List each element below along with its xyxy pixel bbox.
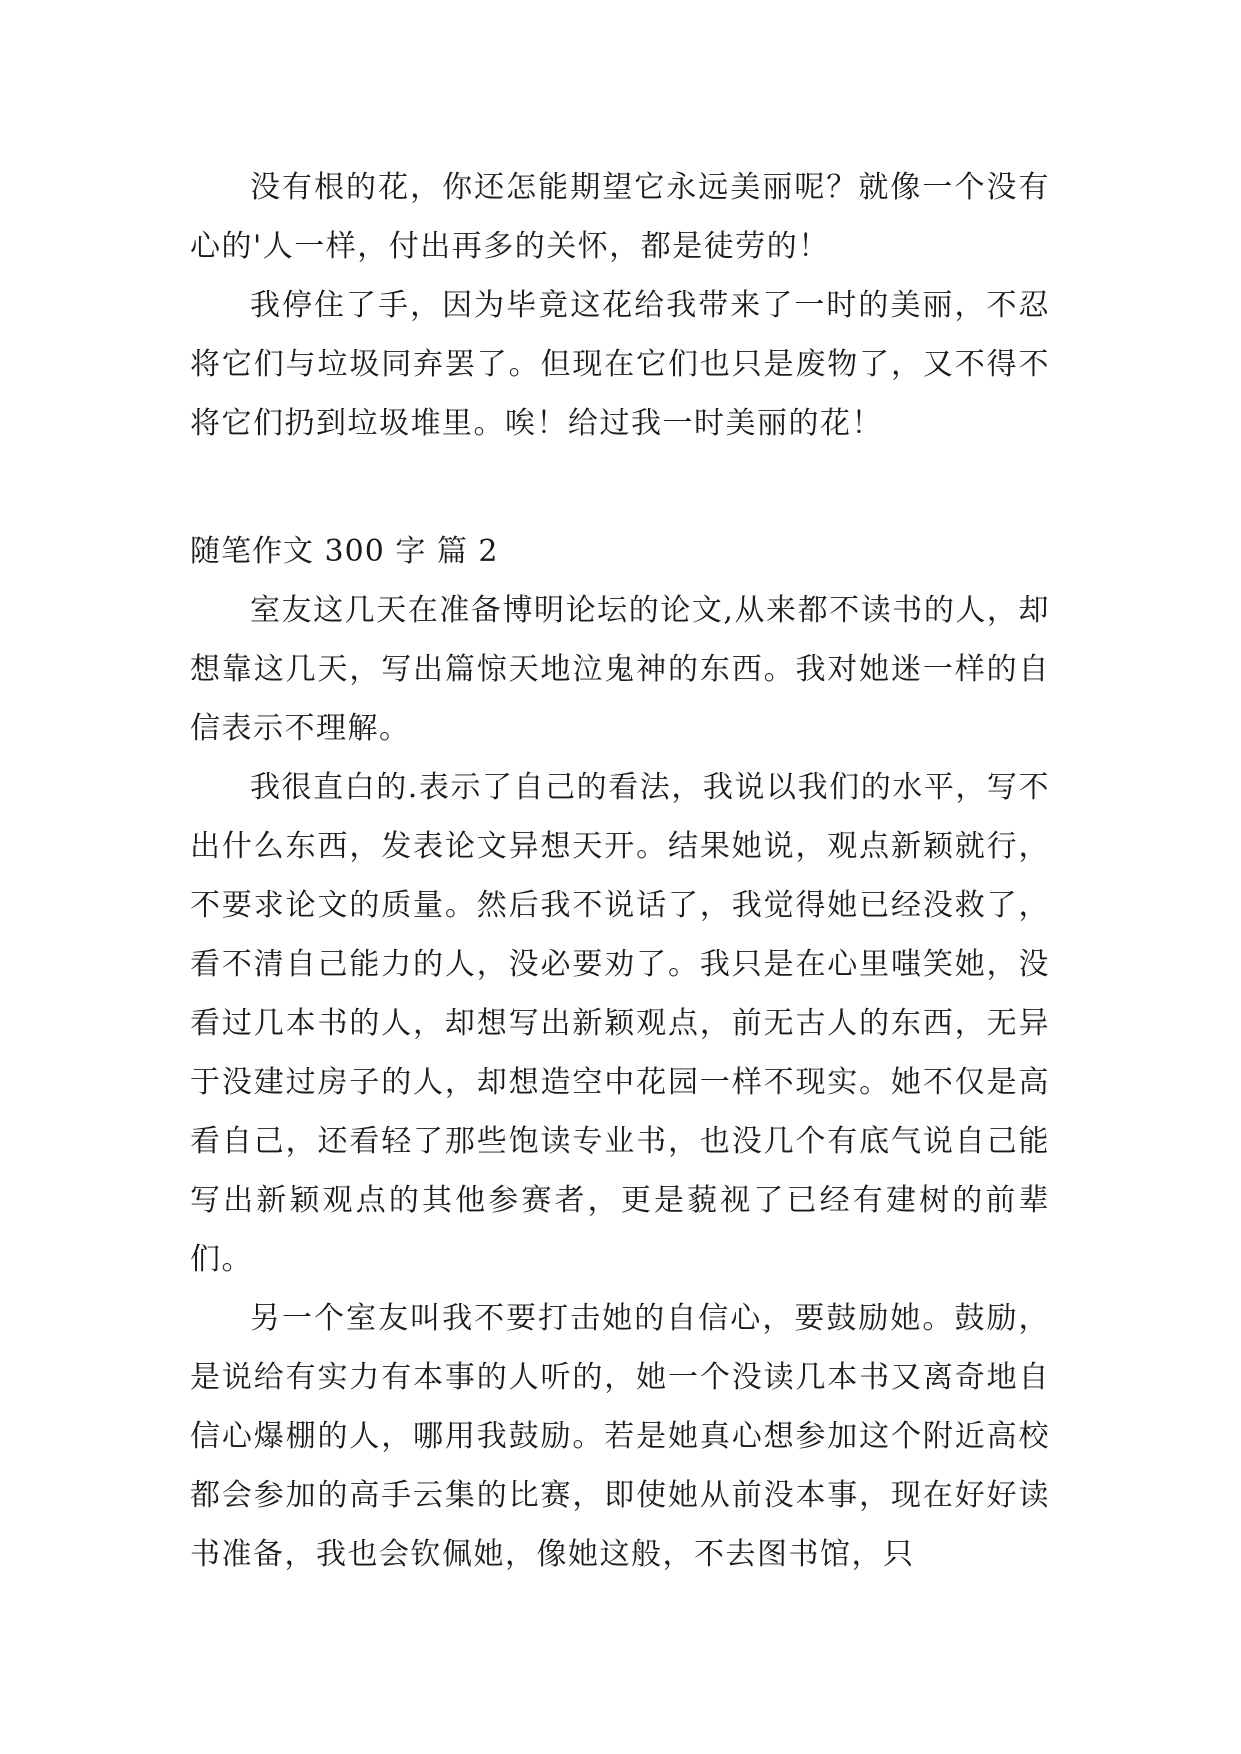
section-heading: 随笔作文 300 字 篇 2 <box>190 534 499 569</box>
paragraph: 室友这几天在准备博明论坛的论文,从来都不读书的人，却想靠这几天，写出篇惊天地泣鬼神的东西。我对她迷一样的自信表示不理解。 <box>190 593 1050 746</box>
paragraph: 另一个室友叫我不要打击她的自信心，要鼓励她。鼓励，是说给有实力有本事的人听的，她一个没读几本书又离奇地自信心爆棚的人，哪用我鼓励。若是她真心想参加这个附近高校都会参加的高手云集的比赛，即使她从前没本事，现在好好读书准备，我也会钦佩她，像她这般，不去图书馆，只 <box>190 1301 1050 1572</box>
paragraph: 我很直白的.表示了自己的看法，我说以我们的水平，写不出什么东西，发表论文异想天开。结果她说，观点新颖就行，不要求论文的质量。然后我不说话了，我觉得她已经没救了，看不清自己能力的人，没必要劝了。我只是在心里嗤笑她，没看过几本书的人，却想写出新颖观点，前无古人的东西，无异于没建过房子的人，却想造空中花园一样不现实。她不仅是高看自己，还看轻了那些饱读专业书，也没几个有底气说自己能写出新颖观点的其他参赛者，更是藐视了已经有建树的前辈们。 <box>190 770 1050 1277</box>
paragraph: 我停住了手，因为毕竟这花给我带来了一时的美丽，不忍将它们与垃圾同弃罢了。但现在它们也只是废物了，又不得不将它们扔到垃圾堆里。唉！给过我一时美丽的花！ <box>190 288 1050 441</box>
document-body <box>190 158 1050 1584</box>
paragraph: 没有根的花，你还怎能期望它永远美丽呢？就像一个没有心的'人一样，付出再多的关怀，都是徒劳的！ <box>190 170 1050 264</box>
